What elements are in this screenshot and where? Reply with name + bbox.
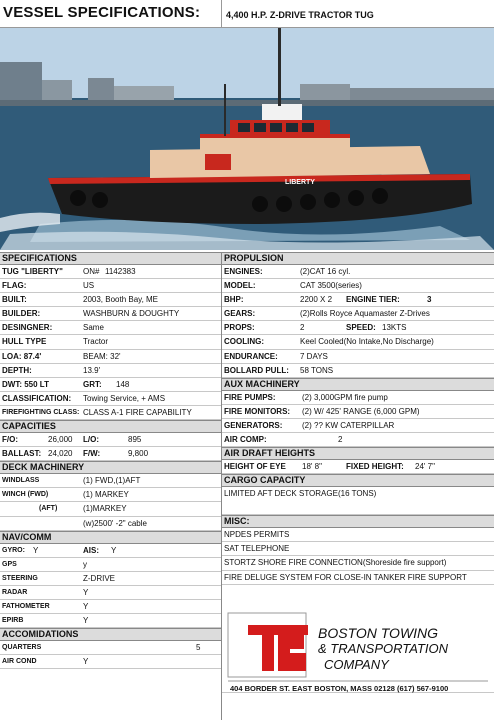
grt-value: 148 bbox=[116, 379, 130, 389]
row-props bbox=[222, 321, 494, 335]
model-value: CAT 3500(series) bbox=[300, 281, 362, 291]
row-fire-pumps bbox=[222, 391, 494, 405]
winch-fwd-label: WINCH (FWD) bbox=[2, 491, 49, 499]
row-fire-monitors bbox=[222, 405, 494, 419]
loa-value: LOA: 87.4' bbox=[2, 351, 42, 361]
row-dwt bbox=[0, 378, 221, 392]
row-endurance bbox=[222, 350, 494, 364]
fw-label: F/W: bbox=[83, 449, 101, 459]
gears-value: (2)Rolls Royce Aquamaster Z-Drives bbox=[300, 309, 430, 319]
steering-label: STEERING bbox=[2, 574, 38, 582]
engines-value: (2)CAT 16 cyl. bbox=[300, 267, 351, 276]
tier-value: 3 bbox=[427, 295, 432, 305]
aircond-label: AIR COND bbox=[2, 658, 37, 666]
quarters-label: QUARTERS bbox=[2, 644, 42, 652]
row-ballast bbox=[0, 447, 221, 461]
quarters-value: 5 bbox=[196, 643, 201, 653]
cargo-value: LIMITED AFT DECK STORAGE(16 TONS) bbox=[224, 489, 377, 499]
row-gears bbox=[222, 307, 494, 321]
misc-item: SAT TELEPHONE bbox=[224, 544, 290, 554]
tug-name: TUG "LIBERTY" bbox=[2, 267, 63, 276]
ff-value: CLASS A-1 FIRE CAPABILITY bbox=[83, 407, 192, 417]
section-air-draft: AIR DRAFT HEIGHTS bbox=[222, 447, 494, 460]
right-column bbox=[222, 252, 494, 693]
flag-label: FLAG: bbox=[2, 281, 27, 291]
speed-label: SPEED: bbox=[346, 323, 376, 333]
generators-value: (2) ?? KW CATERPILLAR bbox=[302, 420, 395, 430]
row-gps bbox=[0, 558, 221, 572]
row-loa bbox=[0, 350, 221, 364]
row-built bbox=[0, 293, 221, 307]
epirb-value: Y bbox=[83, 616, 89, 626]
company-block bbox=[222, 585, 494, 693]
tier-label: ENGINE TIER: bbox=[346, 295, 400, 305]
row-epirb bbox=[0, 614, 221, 628]
windlass-value: (1) FWD,(1)AFT bbox=[83, 476, 141, 486]
row-winch-aft bbox=[0, 502, 221, 516]
winch-aft-label: (AFT) bbox=[39, 505, 58, 513]
generators-label: GENERATORS: bbox=[224, 420, 283, 430]
row-cargo bbox=[222, 487, 494, 515]
radar-value: Y bbox=[83, 587, 89, 597]
row-windlass bbox=[0, 474, 221, 488]
section-navcomm: NAV/COMM bbox=[0, 531, 221, 544]
on-value: 1142383 bbox=[105, 267, 136, 276]
row-bhp bbox=[222, 293, 494, 307]
left-column bbox=[0, 252, 221, 669]
row-cooling bbox=[222, 335, 494, 349]
gps-value: y bbox=[83, 559, 87, 569]
misc-item: STORTZ SHORE FIRE CONNECTION(Shoreside fire support) bbox=[224, 558, 447, 568]
row-cable bbox=[0, 517, 221, 531]
hull-value: Tractor bbox=[83, 337, 109, 347]
windlass-label: WINDLASS bbox=[2, 477, 40, 485]
row-misc-2 bbox=[222, 542, 494, 556]
row-fathometer bbox=[0, 600, 221, 614]
row-depth bbox=[0, 364, 221, 378]
row-steering bbox=[0, 572, 221, 586]
bollard-label: BOLLARD PULL: bbox=[224, 365, 289, 375]
row-tug bbox=[0, 265, 221, 279]
section-capacities: CAPACITIES bbox=[0, 420, 221, 433]
fire-pumps-label: FIRE PUMPS: bbox=[224, 392, 276, 402]
bhp-label: BHP: bbox=[224, 295, 244, 305]
row-designer bbox=[0, 321, 221, 335]
beam-value: BEAM: 32' bbox=[83, 351, 121, 361]
cooling-label: COOLING: bbox=[224, 337, 264, 347]
ff-label: FIREFIGHTING CLASS: bbox=[2, 408, 80, 416]
air-comp-value: 2 bbox=[338, 435, 343, 445]
winch-aft-value: (1)MARKEY bbox=[83, 504, 127, 514]
aircond-value: Y bbox=[83, 657, 89, 667]
class-label: CLASSIFICATION: bbox=[2, 393, 72, 403]
row-hull bbox=[0, 335, 221, 349]
row-model bbox=[222, 279, 494, 293]
hull-label: HULL TYPE bbox=[2, 337, 47, 347]
fo-label: F/O: bbox=[2, 435, 18, 445]
gps-label: GPS bbox=[2, 560, 17, 568]
row-generators bbox=[222, 419, 494, 433]
row-class bbox=[0, 392, 221, 406]
page-title: VESSEL SPECIFICATIONS: bbox=[3, 4, 201, 21]
row-misc-4 bbox=[222, 571, 494, 585]
section-aux-machinery: AUX MACHINERY bbox=[222, 378, 494, 391]
gears-label: GEARS: bbox=[224, 309, 256, 319]
row-firefighting bbox=[0, 406, 221, 420]
row-gyro bbox=[0, 544, 221, 558]
props-value: 2 bbox=[300, 323, 305, 333]
row-radar bbox=[0, 586, 221, 600]
fw-value: 9,800 bbox=[128, 449, 149, 459]
row-quarters bbox=[0, 641, 221, 655]
ais-label: AIS: bbox=[83, 545, 99, 555]
section-specifications: SPECIFICATIONS bbox=[0, 252, 221, 265]
section-cargo: CARGO CAPACITY bbox=[222, 474, 494, 487]
dwt-value: DWT: 550 LT bbox=[2, 379, 49, 389]
section-misc: MISC: bbox=[222, 515, 494, 528]
company-line-1: BOSTON TOWING bbox=[318, 624, 439, 641]
section-accommodations: ACCOMIDATIONS bbox=[0, 628, 221, 641]
section-deck-machinery: DECK MACHINERY bbox=[0, 461, 221, 474]
lo-value: 895 bbox=[128, 435, 142, 445]
row-flag bbox=[0, 279, 221, 293]
steering-value: Z-DRIVE bbox=[83, 573, 115, 583]
fathometer-label: FATHOMETER bbox=[2, 602, 50, 610]
row-air-draft bbox=[222, 460, 494, 474]
depth-label: DEPTH: bbox=[2, 365, 32, 375]
eye-value: 18' 8" bbox=[302, 462, 322, 472]
fixed-label: FIXED HEIGHT: bbox=[346, 462, 404, 472]
fire-pumps-value: (2) 3,000GPM fire pump bbox=[302, 392, 388, 402]
company-line-3: COMPANY bbox=[324, 656, 389, 672]
endurance-label: ENDURANCE: bbox=[224, 351, 278, 361]
epirb-label: EPIRB bbox=[2, 617, 24, 625]
cable-value: (w)2500' -2" cable bbox=[83, 518, 147, 528]
class-value: Towing Service, + AMS bbox=[83, 393, 166, 403]
row-winch-fwd bbox=[0, 488, 221, 502]
header-divider bbox=[221, 0, 222, 28]
winch-fwd-value: (1) MARKEY bbox=[83, 490, 129, 500]
ballast-label: BALLAST: bbox=[2, 449, 42, 459]
company-name bbox=[318, 625, 448, 673]
designer-label: DESINGNER: bbox=[2, 323, 53, 333]
company-line-2: & TRANSPORTATION bbox=[318, 640, 449, 656]
fire-monitors-label: FIRE MONITORS: bbox=[224, 406, 291, 416]
on-label: ON# bbox=[83, 267, 100, 276]
row-builder bbox=[0, 307, 221, 321]
built-label: BUILT: bbox=[2, 295, 27, 305]
cooling-value: Keel Cooled(No Intake,No Discharge) bbox=[300, 337, 434, 347]
fixed-value: 24' 7" bbox=[415, 462, 435, 472]
fo-value: 26,000 bbox=[48, 435, 73, 445]
row-fo bbox=[0, 433, 221, 447]
row-air-comp bbox=[222, 433, 494, 447]
company-address: 404 BORDER ST. EAST BOSTON, MASS 02128 (617) 567-9100 bbox=[230, 683, 449, 693]
row-aircond bbox=[0, 655, 221, 669]
model-label: MODEL: bbox=[224, 281, 256, 291]
fire-monitors-value: (2) W/ 425' RANGE (6,000 GPM) bbox=[302, 406, 420, 416]
misc-item: NPDES PERMITS bbox=[224, 530, 290, 540]
radar-label: RADAR bbox=[2, 588, 28, 596]
lo-label: L/O: bbox=[83, 435, 99, 445]
designer-value: Same bbox=[83, 323, 104, 333]
page-subtitle: 4,400 H.P. Z-DRIVE TRACTOR TUG bbox=[226, 10, 374, 20]
ais-value: Y bbox=[111, 545, 117, 555]
fathometer-value: Y bbox=[83, 601, 89, 611]
gyro-label: GYRO: bbox=[2, 546, 25, 554]
ballast-value: 24,020 bbox=[48, 449, 73, 459]
eye-label: HEIGHT OF EYE bbox=[224, 462, 286, 472]
built-value: 2003, Booth Bay, ME bbox=[83, 295, 159, 305]
header bbox=[0, 0, 494, 28]
section-propulsion: PROPULSION bbox=[222, 252, 494, 265]
props-label: PROPS: bbox=[224, 323, 255, 333]
bollard-value: 58 TONS bbox=[300, 365, 334, 375]
air-comp-label: AIR COMP: bbox=[224, 435, 267, 445]
grt-label: GRT: bbox=[83, 379, 102, 389]
bhp-value: 2200 X 2 bbox=[300, 295, 333, 305]
row-engines bbox=[222, 265, 494, 279]
engines-label: ENGINES: bbox=[224, 267, 263, 276]
builder-label: BUILDER: bbox=[2, 309, 41, 319]
depth-value: 13.9' bbox=[83, 365, 101, 375]
endurance-value: 7 DAYS bbox=[300, 351, 328, 361]
row-misc-1 bbox=[222, 528, 494, 542]
misc-item: FIRE DELUGE SYSTEM FOR CLOSE-IN TANKER FIRE SUPPORT bbox=[224, 572, 467, 582]
builder-value: WASHBURN & DOUGHTY bbox=[83, 309, 180, 319]
speed-value: 13KTS bbox=[382, 323, 407, 333]
hull-name: LIBERTY bbox=[285, 179, 315, 186]
gyro-value: Y bbox=[33, 545, 39, 555]
row-bollard bbox=[222, 364, 494, 378]
row-misc-3 bbox=[222, 556, 494, 570]
tug-photo bbox=[0, 28, 494, 250]
flag-value: US bbox=[83, 281, 95, 291]
